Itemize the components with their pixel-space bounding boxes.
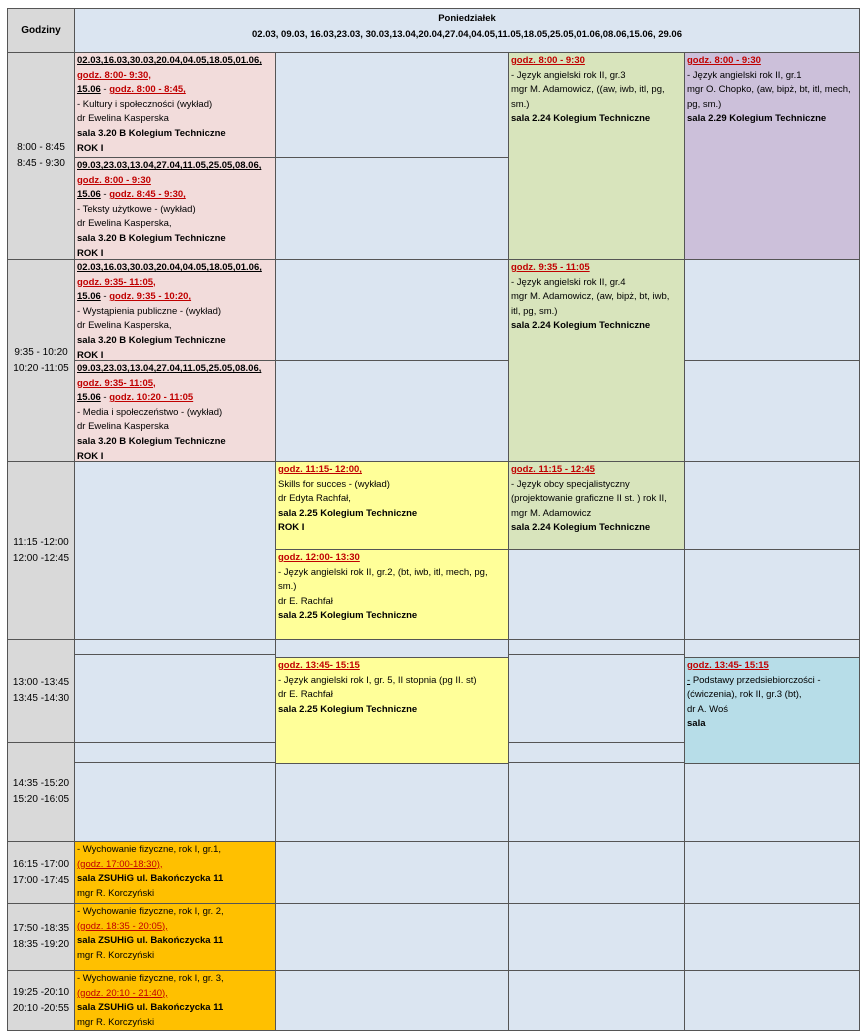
class-teacher: dr Edyta Rachfał, [278,493,351,505]
empty-cell [74,461,276,640]
class-subject: - Teksty użytkowe - (wykład) [77,203,196,215]
empty-cell [684,549,860,640]
class-cell [74,841,276,904]
class-year: ROK I [77,349,104,361]
empty-cell [275,763,509,842]
class-year: ROK I [77,247,104,259]
class-teacher: dr Ewelina Kasperska [77,113,169,125]
empty-cell [74,742,276,842]
class-date-extra: 15.06 [77,84,101,96]
class-room: sala 2.25 Kolegium Techniczne [278,507,418,519]
class-subject: - Język angielski rok I, gr. 5, II stopnia (pg II. st) [278,674,477,686]
empty-cell [684,841,860,904]
class-teacher: dr E. Rachfał [278,595,333,607]
empty-cell [275,841,509,904]
empty-cell [684,259,860,361]
class-cell [684,52,860,260]
class-time: godz. 8:00 - 9:30 [687,55,761,66]
class-dates: 09.03,23.03,13.04,27.04,11.05,25.05,08.06, [77,160,262,171]
class-detail: sm.) [511,98,530,110]
time-end: 17:00 -17:45 [12,874,70,886]
time-slot [7,461,75,640]
empty-cell [275,157,509,260]
class-subject: - Język angielski rok II, gr.4 [511,276,626,288]
class-cell [275,657,509,764]
class-room: sala ZSUHiG ul. Bakończycka 11 [77,873,224,885]
empty-cell [275,639,509,658]
time-slot [7,742,75,842]
empty-cell [275,259,509,361]
day-header [74,8,860,53]
time-end: 10:20 -11:05 [13,362,69,374]
empty-cell [684,763,860,842]
class-time: godz. 8:00 - 9:30 [511,55,585,66]
class-subject: - Język angielski rok II, gr.3 [511,69,626,81]
class-teacher: dr E. Rachfał [278,689,333,701]
class-time-extra: godz. 8:45 - 9:30, [109,189,186,201]
class-room: sala 2.24 Kolegium Techniczne [511,113,651,125]
class-cell: 09.03,23.03,13.04,27.04,11.05,25.05,08.06, godz. 8:00 - 9:30 15.06 - godz. 8:45 - 9:30, - Teksty użytkowe - (wykład) dr Ewelina Kasperska, sala 3.20 B Kolegium Techniczne ROK I [74,157,276,260]
class-teacher: mgr O. Chopko, (aw, bipż, bt, itl, mech, [687,84,851,96]
class-time: godz. 9:35 - 11:05 [511,262,590,273]
class-dates: 02.03,16.03,30.03,20.04,04.05,18.05,01.06, [77,262,262,273]
class-date-extra: 15.06 [77,291,101,303]
grid-line [508,762,685,763]
class-time: godz. 9:35- 11:05, [77,276,156,288]
class-room: sala 3.20 B Kolegium Techniczne [77,127,226,139]
class-cell [275,549,509,640]
grid-line [508,654,685,655]
class-date-extra: 15.06 [77,189,101,201]
class-room: sala 2.24 Kolegium Techniczne [511,522,651,534]
empty-cell [684,461,860,550]
class-cell: godz. 13:45- 15:15 - Podstawy przedsiebiorczości - (ćwiczenia), rok II, gr.3 (bt), dr A. Woś sala [684,657,860,764]
day-label: Poniedziałek [438,13,496,24]
empty-cell [508,903,685,971]
class-detail: itl, pg, sm.) [511,305,558,317]
class-subject: - Kultury i społeczności (wykład) [77,98,213,110]
class-subject: - Język obcy specjalistyczny [511,478,630,490]
class-time: (godz. 18:35 - 20:05), [77,920,168,932]
grid-line [74,762,276,763]
time-start: 19:25 -20:10 [12,986,70,998]
class-time: godz. 13:45- 15:15 [278,660,360,671]
empty-cell [275,52,509,158]
day-dates: 02.03, 09.03, 16.03,23.03, 30.03,13.04,20.04,27.04,04.05,11.05,18.05,25.05,01.06,08.06,15.06, 29.06 [252,29,682,40]
class-subject: - Język angielski rok II, gr.2, (bt, iwb, itl, mech, pg, [278,566,488,578]
class-room: sala 3.20 B Kolegium Techniczne [77,334,226,346]
time-end: 20:10 -20:55 [12,1002,70,1014]
time-slot [7,52,75,260]
class-room: sala 3.20 B Kolegium Techniczne [77,232,226,244]
class-teacher: mgr M. Adamowicz, (aw, bipż, bt, iwb, [511,291,670,303]
class-cell [508,259,685,462]
class-time: (godz. 20:10 - 21:40), [77,987,168,999]
class-subject: - Wychowanie fizyczne, rok I, gr. 3, [77,973,224,984]
time-end: 18:35 -19:20 [12,939,70,950]
empty-cell [275,360,509,462]
time-slot [7,970,75,1031]
empty-cell [508,549,685,640]
class-room: sala 3.20 B Kolegium Techniczne [77,435,226,447]
class-room: sala 2.25 Kolegium Techniczne [278,703,418,715]
class-cell: 09.03,23.03,13.04,27.04,11.05,25.05,08.06, godz. 9:35- 11:05, 15.06 - godz. 10:20 - 11:05 - Media i społeczeństwo - (wykład) dr Ewelina Kasperska sala 3.20 B Kolegium Techniczne ROK I [74,360,276,462]
class-year: ROK I [278,522,305,534]
class-time: godz. 12:00- 13:30 [278,552,360,563]
class-room: sala ZSUHiG ul. Bakończycka 11 [77,1002,224,1014]
class-time-extra: godz. 10:20 - 11:05 [109,392,194,404]
class-time: godz. 11:15- 12:00, [278,464,362,475]
class-detail: (ćwiczenia), rok II, gr.3 (bt), [687,689,802,701]
class-teacher: mgr M. Adamowicz, ((aw, iwb, itl, pg, [511,84,665,96]
class-subject: - Wystąpienia publiczne - (wykład) [77,305,222,317]
class-dates: 02.03,16.03,30.03,20.04,04.05,18.05,01.06, [77,55,262,66]
class-cell [74,970,276,1031]
class-room: sala [687,718,706,730]
time-end: 12:00 -12:45 [12,552,70,564]
time-start: 8:00 - 8:45 [17,142,65,153]
class-time: godz. 11:15 - 12:45 [511,464,595,475]
empty-cell [275,903,509,971]
class-detail: sm.) [278,581,297,593]
class-subject: Skills for succes - (wykład) [278,478,390,490]
class-date-extra: 15.06 [77,392,101,404]
class-subject: Podstawy przedsiebiorczości - [692,674,821,686]
class-cell [275,461,509,550]
class-teacher: dr Ewelina Kasperska, [77,218,172,230]
class-subject: - Wychowanie fizyczne, rok I, gr.1, [77,844,222,855]
class-time-extra: godz. 8:00 - 8:45, [109,84,186,96]
class-time: godz. 8:00- 9:30, [77,69,151,81]
time-slot [7,841,75,904]
grid-line [74,654,276,655]
class-teacher: dr Ewelina Kasperska, [77,320,172,332]
class-cell: 02.03,16.03,30.03,20.04,04.05,18.05,01.06, godz. 9:35- 11:05, 15.06 - godz. 9:35 - 10:20, - Wystąpienia publiczne - (wykład) dr Ewelina Kasperska, sala 3.20 B Kolegium Techniczne ROK I [74,259,276,361]
hours-header-label: Godziny [21,24,61,36]
empty-cell [275,970,509,1031]
class-year: ROK I [77,450,104,462]
class-time: godz. 8:00 - 9:30 [77,174,151,186]
empty-cell [508,841,685,904]
time-start: 13:00 -13:45 [12,677,70,688]
class-subject: - Wychowanie fizyczne, rok I, gr. 2, [77,906,224,917]
class-cell [508,461,685,550]
empty-cell [684,639,860,658]
class-time: godz. 13:45- 15:15 [687,660,769,671]
time-end: 15:20 -16:05 [12,794,70,805]
time-slot [7,259,75,462]
class-teacher: dr Ewelina Kasperska [77,421,169,433]
time-end: 13:45 -14:30 [12,693,70,704]
class-teacher: mgr M. Adamowicz [511,507,592,519]
time-start: 11:15 -12:00 [13,536,69,548]
time-start: 14:35 -15:20 [12,778,70,789]
class-room: sala ZSUHiG ul. Bakończycka 11 [77,935,224,947]
hours-header [7,8,75,53]
empty-cell [508,970,685,1031]
class-subject: - Media i społeczeństwo - (wykład) [77,406,223,418]
class-room: sala 2.25 Kolegium Techniczne [278,610,418,622]
class-cell [74,903,276,971]
time-start: 17:50 -18:35 [12,923,70,934]
class-room: sala 2.29 Kolegium Techniczne [687,113,827,125]
class-year: ROK I [77,142,104,154]
class-dates: 09.03,23.03,13.04,27.04,11.05,25.05,08.06, [77,363,262,374]
class-teacher: mgr R. Korczyński [77,949,155,961]
class-teacher: dr A. Woś [687,703,729,715]
empty-cell [684,360,860,462]
class-time: (godz. 17:00-18:30), [77,858,163,870]
time-start: 16:15 -17:00 [12,858,70,870]
class-cell [508,52,685,260]
time-slot [7,639,75,743]
class-cell: 02.03,16.03,30.03,20.04,04.05,18.05,01.06, godz. 8:00- 9:30, 15.06 - godz. 8:00 - 8:45, - Kultury i społeczności (wykład) dr Ewelina Kasperska sala 3.20 B Kolegium Techniczne ROK I [74,52,276,158]
class-subject: - Język angielski rok II, gr.1 [687,69,802,81]
time-start: 9:35 - 10:20 [14,346,68,358]
time-end: 8:45 - 9:30 [17,158,65,169]
time-slot [7,903,75,971]
class-teacher: mgr R. Korczyński [77,887,155,899]
empty-cell [684,903,860,971]
class-detail: (projektowanie graficzne II st. ) rok II, [511,493,667,505]
class-room: sala 2.24 Kolegium Techniczne [511,320,651,332]
class-teacher: mgr R. Korczyński [77,1016,155,1028]
class-time-extra: godz. 9:35 - 10:20, [109,291,192,303]
empty-cell [508,742,685,842]
empty-cell [684,970,860,1031]
class-detail: pg, sm.) [687,98,722,110]
class-time: godz. 9:35- 11:05, [77,377,156,389]
